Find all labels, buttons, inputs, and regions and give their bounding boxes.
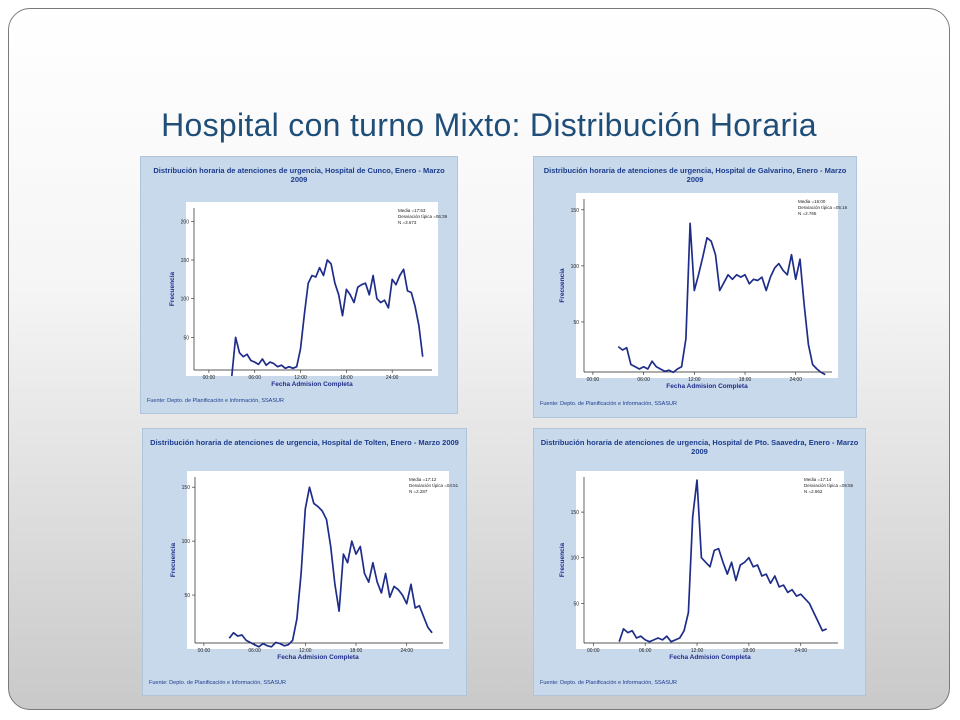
- stats-line: N =2.662: [804, 489, 823, 494]
- x-tick-label: 24:00: [794, 648, 808, 654]
- stats-line: Desviación típica =06:39: [398, 214, 448, 219]
- stats-line: N =2.287: [409, 489, 428, 494]
- y-axis-label: Frecuencia: [169, 271, 176, 307]
- x-tick-label: 06:00: [248, 375, 261, 381]
- y-tick-label: 50: [183, 335, 189, 342]
- x-tick-label: 12:00: [688, 377, 701, 383]
- x-tick-label: 06:00: [248, 648, 261, 654]
- y-tick-label: 150: [570, 207, 579, 214]
- stats-line: Desviación típica =04:51: [409, 483, 459, 488]
- chart-source: Fuente: Depto. de Planificación e Información, SSASUR: [149, 680, 286, 686]
- stats-line: Media =17:53: [398, 208, 426, 213]
- y-axis-label: Frecuencia: [559, 268, 566, 303]
- chart-svg: [143, 429, 468, 697]
- y-axis-label: Frecuencia: [170, 542, 177, 578]
- stats-line: Media =17:14: [804, 477, 832, 482]
- y-tick-label: 100: [180, 296, 189, 303]
- x-tick-label: 12:00: [690, 648, 704, 654]
- stats-line: Desviación típica =05:56: [804, 483, 854, 488]
- x-tick-label: 06:00: [638, 648, 652, 654]
- chart-title: Distribución horaria de atenciones de urgencia, Hospital de Galvarino, Enero - Marzo 2009: [543, 166, 847, 184]
- chart-title: Distribución horaria de atenciones de urgencia, Hospital de Cunco, Enero - Marzo 2009: [153, 166, 445, 184]
- chart-svg: [534, 157, 858, 419]
- y-tick-label: 200: [180, 219, 189, 226]
- y-axis-label: Frecuencia: [559, 542, 566, 578]
- plot-area: [576, 193, 838, 378]
- x-axis-label: Fecha Admision Completa: [271, 381, 353, 388]
- x-tick-label: 00:00: [586, 377, 600, 383]
- x-tick-label: 18:00: [738, 377, 752, 383]
- chart-panel-saavedra: [533, 428, 866, 696]
- x-tick-label: 18:00: [742, 648, 756, 654]
- stats-line: Desviación típica =05:16: [798, 205, 848, 210]
- chart-title: Distribución horaria de atenciones de urgencia, Hospital de Tolten, Enero - Marzo 2009: [150, 438, 459, 447]
- x-axis-label: Fecha Admision Completa: [666, 383, 748, 390]
- x-tick-label: 24:00: [385, 375, 399, 381]
- chart-source: Fuente: Depto. de Planificación e Información, SSASUR: [540, 401, 677, 407]
- x-axis-label: Fecha Admision Completa: [669, 654, 751, 661]
- x-tick-label: 00:00: [202, 375, 216, 381]
- chart-panel-cunco: [140, 156, 458, 414]
- x-axis-label: Fecha Admision Completa: [277, 654, 359, 661]
- chart-panel-tolten: [142, 428, 467, 696]
- plot-area: [187, 471, 449, 649]
- stats-line: N =2.765: [798, 211, 817, 216]
- chart-panel-galvarino: [533, 156, 857, 418]
- chart-svg: [141, 157, 459, 415]
- y-tick-label: 50: [184, 593, 190, 600]
- slide-title: Hospital con turno Mixto: Distribución Horaria: [161, 107, 817, 143]
- x-tick-label: 18:00: [340, 375, 353, 381]
- chart-title: Distribución horaria de atenciones de urgencia, Hospital de Pto. Saavedra, Enero - Marzo 2009: [540, 438, 859, 456]
- chart-svg: [534, 429, 867, 697]
- y-tick-label: 100: [181, 539, 190, 546]
- y-tick-label: 150: [181, 485, 190, 492]
- x-tick-label: 00:00: [197, 648, 211, 654]
- x-tick-label: 24:00: [400, 648, 413, 654]
- stats-line: N =3.673: [398, 220, 417, 225]
- stats-line: Media =17:12: [409, 477, 437, 482]
- x-tick-label: 24:00: [789, 377, 802, 383]
- chart-source: Fuente: Depto. de Planificación e Información, SSASUR: [147, 398, 284, 404]
- y-tick-label: 50: [573, 319, 579, 326]
- chart-source: Fuente: Depto. de Planificación e Información, SSASUR: [540, 680, 677, 686]
- y-tick-label: 50: [573, 601, 579, 608]
- x-tick-label: 18:00: [349, 648, 363, 654]
- x-tick-label: 06:00: [637, 377, 650, 383]
- plot-area: [186, 202, 438, 376]
- y-tick-label: 100: [570, 555, 579, 562]
- x-tick-label: 12:00: [299, 648, 312, 654]
- plot-area: [576, 471, 844, 649]
- x-tick-label: 00:00: [587, 648, 600, 654]
- y-tick-label: 150: [570, 510, 579, 517]
- y-tick-label: 150: [180, 258, 189, 264]
- x-tick-label: 12:00: [294, 375, 307, 381]
- stats-line: Media =16:00: [798, 199, 826, 204]
- y-tick-label: 100: [570, 263, 579, 270]
